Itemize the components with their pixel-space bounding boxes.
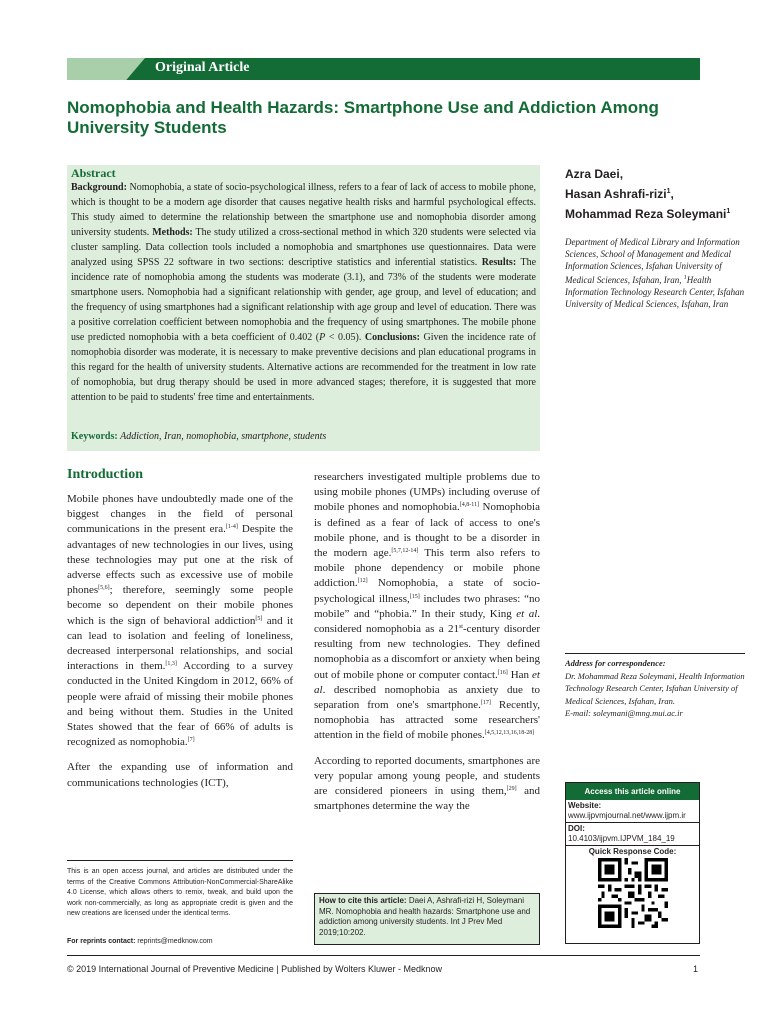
text: According to a survey conducted in the United Kingdom in 2012, 66% of people were afraid of missing their mobile phones and being without them. Studies in the United States showed that the fear of 66% of adults is recognized as nomophobia. <box>67 660 293 749</box>
methods-text: The study utilized a cross-sectional method in which 320 students were selected via cluster sampling. Data collection tools included a nomophobia and smartphones use questionnaires. Data were analyzed using SPSS 22 software in two sections: descriptive statistics and inferential statistics. <box>71 227 536 268</box>
abstract-heading: Abstract <box>71 166 116 180</box>
author-affil-sup: 1 <box>726 208 731 215</box>
footer-divider <box>67 955 700 956</box>
correspondence-label: Address for correspondence: <box>565 658 666 668</box>
citation: [1,3] <box>165 661 177 668</box>
body-column-left <box>67 492 293 801</box>
author-name: Mohammad Reza Soleymani <box>565 207 727 221</box>
doi-label: DOI: <box>568 824 585 833</box>
paragraph <box>67 492 293 750</box>
correspondence-text: Dr. Mohammad Reza Soleymani, Health Information Technology Research Center, Isfahan University of Medical Sciences, Isfahan, Iran. <box>565 670 745 706</box>
author-name: Azra Daei, <box>565 167 624 181</box>
qr-code-icon[interactable] <box>598 858 668 928</box>
text: . described nomophobia as anxiety due to separation from one's smartphone. <box>314 683 540 712</box>
background-text: Nomophobia, a state of socio-psychological illness, refers to a fear of lack of access to mobile phone, which is thought to be a modern age disorder that causes negative health risks and harmful psychological effects. This study aimed to determine the relationship between the smartphone use and nomophobia disorder among university students. <box>71 182 537 238</box>
author-name-line <box>565 203 745 223</box>
text: Han <box>507 668 533 681</box>
website-link[interactable]: www.ijpvmjournal.net/www.ijpm.ir <box>568 811 686 820</box>
footer-copyright: © 2019 International Journal of Preventive Medicine | Published by Wolters Kluwer - Medknow <box>67 964 442 974</box>
author-name: Hasan Ashrafi-rizi <box>565 187 667 201</box>
citation: [29] <box>506 786 517 793</box>
paragraph <box>314 754 540 815</box>
p-value-symbol: P <box>319 332 326 343</box>
paragraph: After the expanding use of information and communications technologies (ICT), <box>67 761 293 789</box>
correspondence-email: E-mail: soleymani@mng.mui.ac.ir <box>565 708 683 718</box>
affiliation-text: Health Information Technology Research Center, Isfahan University of Medical Sciences, Isfahan, Iran <box>565 275 745 309</box>
access-online-box <box>565 782 700 944</box>
access-heading: Access this article online <box>566 783 699 800</box>
text: Nomophobia, a state of socio-psychological illness, <box>314 577 540 605</box>
page-number: 1 <box>693 964 699 974</box>
conclusions-text: Given the incidence rate of nomophobia disorder was moderate, it is necessary to make preventive decisions and plan educational programs in this regard for the health of university students. Alternative actions are recommended for the treatment in low rate of nomophobia, but drug therapy should be used in more advanced stages; therefore, it is suggested that more attention to be paid to students' free time and entertainments. <box>71 332 537 403</box>
conclusions-label: Conclusions: <box>364 332 420 343</box>
results-label: Results: <box>481 257 517 268</box>
text: includes two phrases: “no mobile” and “phobia.” In their study, King <box>314 592 540 620</box>
reprints-email: reprints@medknow.com <box>137 938 213 945</box>
author-name-line <box>565 183 745 203</box>
doi-row <box>566 823 699 846</box>
license-notice: This is an open access journal, and articles are distributed under the terms of the Creative Commons Attribution-NonCommercial-ShareAlike 4.0 License, which allows others to remix, tweak, and build upon the work non-commercially, as long as appropriate credit is given and the new creations are licensed under the identical terms. <box>67 868 293 917</box>
citation: [16] <box>497 669 508 676</box>
website-row <box>566 800 699 823</box>
keywords <box>71 431 326 442</box>
background-label: Background: <box>71 182 127 193</box>
body-column-right <box>314 470 540 824</box>
text: -century disorder resulting from new technologies. They defined nomophobia as a discomfort or anxiety when being out of mobile phone or computer contact. <box>314 623 540 681</box>
text: researchers investigated multiple problems due to using mobile phones (UMPs) including overuse of mobile phones and nomophobia. <box>314 471 540 514</box>
results-text: The incidence rate of nomophobia among the students was moderate (3.1), and 73% of the students were moderate smartphone users. Nomophobia had a significant relationship with gender, age group, and level of education; and the frequency of using smartphones had a significant relationship with age group and level of education. There was a positive correlation coefficient between nomophobia and the frequency of using smartphones. The mobile phone use predicted nomophobia with a beta coefficient of 0.402 ( <box>71 257 537 343</box>
introduction-heading: Introduction <box>67 467 143 482</box>
affiliations <box>565 236 745 310</box>
abstract-text <box>71 180 536 405</box>
correspondence-divider <box>565 653 745 654</box>
website-label: Website: <box>568 801 602 810</box>
author-list <box>565 165 745 223</box>
cite-text: Daei A, Ashrafi-rizi H, Soleymani MR. Nomophobia and health hazards: Smartphone use and addiction among university students. Int J Prev Med 2019;10:202. <box>319 896 531 937</box>
doi-value[interactable]: 10.4103/ijpvm.IJPVM_184_19 <box>568 834 675 843</box>
reprints-label: For reprints contact: <box>67 938 136 945</box>
citation: [4,8-11] <box>459 502 480 509</box>
citation: [15] <box>409 593 420 600</box>
et-al: et al <box>314 668 540 696</box>
author-affil-sup: 1 <box>666 188 671 195</box>
footnote-divider <box>67 860 293 861</box>
citation: [5,6] <box>98 585 110 592</box>
citation: [7] <box>187 737 195 744</box>
cite-label: How to cite this article: <box>319 896 407 905</box>
article-title: Nomophobia and Health Hazards: Smartphone Use and Addiction Among University Students <box>67 98 659 137</box>
citation: [5] <box>255 615 263 622</box>
results-text-end: < 0.05). <box>325 332 362 343</box>
ordinal: st <box>458 624 463 631</box>
banner-accent <box>67 58 145 80</box>
methods-label: Methods: <box>152 227 193 238</box>
article-type-label: Original Article <box>155 60 250 75</box>
text: Recently, nomophobia has attracted some researchers' attention in the field of mobile phones. <box>314 699 540 742</box>
keywords-value: Addiction, Iran, nomophobia, smartphone, students <box>120 431 327 442</box>
affiliation-text: Department of Medical Library and Information Sciences, School of Management and Medical Information Sciences, Isfahan University of Medical Sciences, Isfahan, Iran, <box>565 237 740 285</box>
affiliation-sup: 1 <box>683 275 687 281</box>
citation: [1-4] <box>225 524 238 531</box>
how-to-cite-box <box>314 893 540 945</box>
article-type-banner <box>67 58 700 80</box>
citation: [5,7,12-14] <box>391 548 419 555</box>
keywords-label: Keywords: <box>71 431 118 442</box>
citation: [12] <box>357 578 368 585</box>
text: This term also refers to mobile phone dependency or mobile phone addiction. <box>314 547 540 590</box>
text: Nomophobia is defined as a fear of lack of access to one's mobile phone, and is thought to be a disorder in the modern age. <box>314 501 540 560</box>
paragraph <box>314 470 540 744</box>
text: ; therefore, seemingly some people become so dependent on their mobile phones which is the sign of behavioral addiction <box>67 584 293 627</box>
et-al: et al <box>516 607 538 620</box>
correspondence-address <box>565 657 745 720</box>
text: . considered nomophobia as a 21 <box>314 607 540 636</box>
text: and it can lead to isolation and feeling of loneliness, decreased interpersonal relationships, and social interactions in them. <box>67 614 294 673</box>
text: According to reported documents, smartphones are very popular among young people, and students are considered pioneers in using them, <box>314 754 540 798</box>
text: and smartphones determine the way the <box>314 785 540 813</box>
citation: [4,5,12,13,16,18-28] <box>484 730 535 737</box>
reprints-contact <box>67 938 213 945</box>
citation: [17] <box>480 700 491 707</box>
text: Despite the advantages of new technologies in our lives, using these technologies may put one at the risk of adverse effects such as excessive use of mobile phones <box>67 523 293 597</box>
text: Mobile phones have undoubtedly made one of the biggest changes in the field of personal communications in the present era. <box>67 493 293 536</box>
abstract-box <box>67 165 540 451</box>
author-separator: , <box>670 187 674 201</box>
qr-label: Quick Response Code: <box>588 847 677 856</box>
